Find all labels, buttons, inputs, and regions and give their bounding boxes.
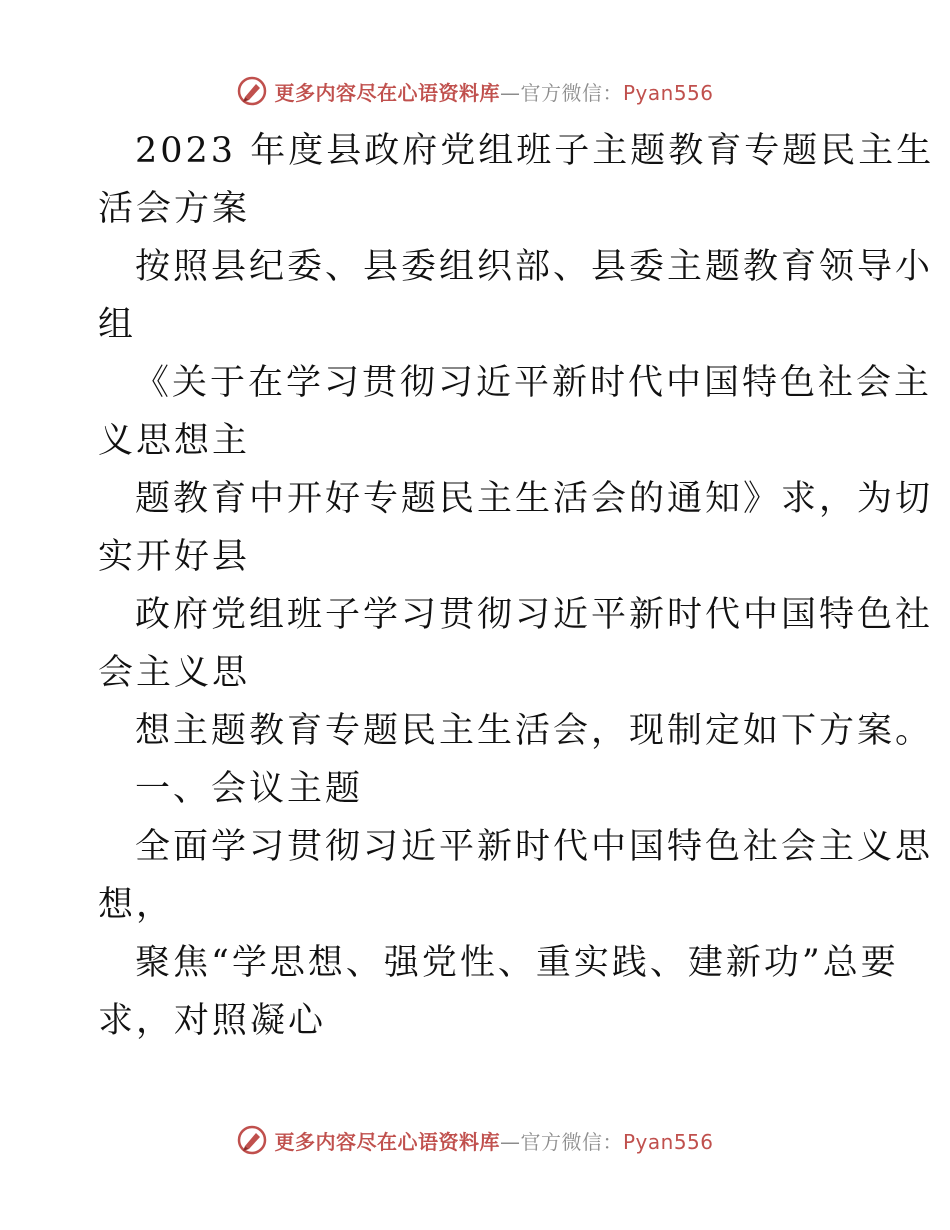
paragraph-line: 组: [98, 305, 137, 345]
document-body: [98, 122, 935, 1050]
paragraph-line: 会主义思: [98, 653, 251, 693]
paragraph-line: 实开好县: [98, 537, 251, 577]
paragraph-line: 义思想主: [98, 421, 251, 461]
watermark-brand: 更多内容尽在心语资料库: [274, 1129, 500, 1154]
watermark-label: 官方微信：: [520, 1129, 623, 1154]
paragraph-line: 题教育中开好专题民主生活会的通知》求，为切: [135, 479, 934, 519]
paragraph-line: 求，对照凝心: [98, 1001, 327, 1041]
paragraph-line: 聚焦“学思想、强党性、重实践、建新功”总要: [135, 943, 899, 983]
watermark-label: 官方微信：: [520, 80, 623, 105]
watermark-text: [274, 1126, 713, 1155]
header-watermark: [0, 71, 950, 111]
paragraph-line: 想，: [98, 885, 175, 925]
section-heading: 一、会议主题: [135, 769, 364, 809]
title-line-1: 2023 年度县政府党组班子主题教育专题民主生: [135, 131, 935, 171]
watermark-text: [274, 77, 713, 106]
footer-watermark: [0, 1120, 950, 1160]
paragraph-line: 全面学习贯彻习近平新时代中国特色社会主义思: [135, 827, 934, 867]
watermark-wechat-id: Pyan556: [622, 80, 714, 105]
pen-logo-icon: [236, 75, 268, 107]
watermark-brand: 更多内容尽在心语资料库: [274, 80, 500, 105]
watermark-dash: —: [499, 80, 521, 105]
paragraph-line: 按照县纪委、县委组织部、县委主题教育领导小: [135, 247, 934, 287]
watermark-wechat-id: Pyan556: [622, 1129, 714, 1154]
paragraph-line: 《关于在学习贯彻习近平新时代中国特色社会主: [134, 363, 933, 403]
pen-logo-icon: [236, 1124, 268, 1156]
watermark-dash: —: [499, 1129, 521, 1154]
title-line-2: 活会方案: [98, 189, 251, 229]
paragraph-line: 政府党组班子学习贯彻习近平新时代中国特色社: [135, 595, 934, 635]
paragraph-line: 想主题教育专题民主生活会，现制定如下方案。: [135, 711, 934, 751]
